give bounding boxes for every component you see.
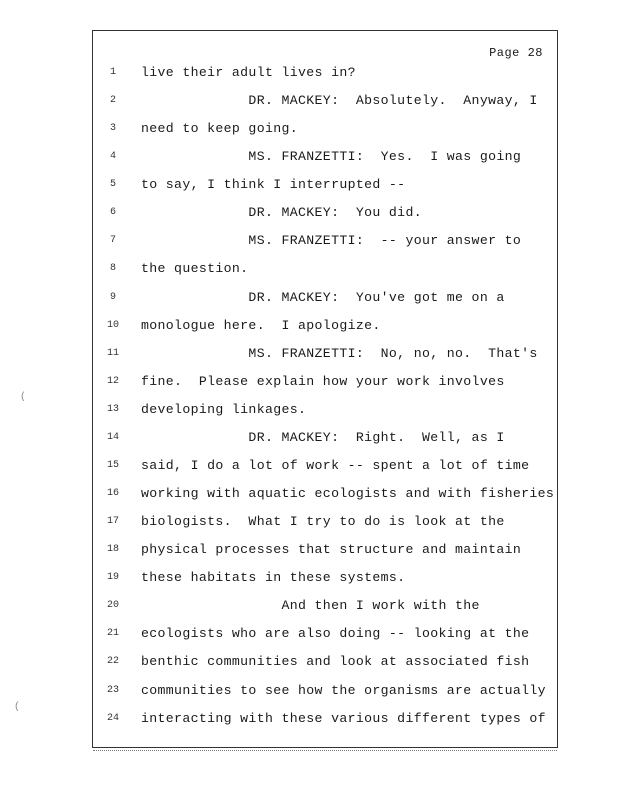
line-number: 10 — [106, 319, 119, 331]
line-number: 6 — [109, 207, 116, 219]
page-number: Page 28 — [489, 46, 543, 60]
line-text: MS. FRANZETTI: Yes. I was going — [141, 149, 522, 165]
line-number: 13 — [106, 403, 119, 415]
transcript-line — [93, 261, 557, 289]
line-number: 18 — [106, 544, 119, 556]
line-number: 9 — [109, 291, 116, 303]
transcript-line — [93, 486, 557, 514]
line-number: 15 — [106, 459, 119, 471]
line-text: benthic communities and look at associated fish — [141, 654, 530, 670]
line-number: 3 — [109, 123, 116, 135]
line-number: 16 — [106, 488, 119, 500]
transcript-line — [93, 93, 557, 121]
transcript-line — [93, 711, 557, 739]
transcript-line — [93, 374, 557, 402]
line-text: And then I work with the — [141, 598, 480, 614]
line-text: live their adult lives in? — [141, 65, 356, 80]
transcript-line — [93, 290, 557, 318]
line-number: 23 — [106, 684, 119, 696]
transcript-line — [93, 654, 557, 682]
transcript-page — [92, 30, 558, 748]
line-number: 22 — [106, 656, 119, 668]
line-number: 17 — [106, 516, 119, 528]
line-text: DR. MACKEY: Absolutely. Anyway, I — [141, 93, 538, 109]
line-number: 12 — [106, 375, 119, 387]
line-text: MS. FRANZETTI: No, no, no. That's — [141, 345, 538, 361]
line-text: interacting with these various different types of — [141, 710, 546, 726]
line-number: 2 — [109, 95, 116, 107]
line-text: physical processes that structure and maintain — [141, 542, 522, 558]
line-text: need to keep going. — [141, 121, 299, 137]
transcript-line — [93, 626, 557, 654]
transcript-line — [93, 149, 557, 177]
transcript-line — [93, 430, 557, 458]
line-text: monologue here. I apologize. — [141, 317, 381, 333]
line-number: 8 — [109, 263, 116, 275]
transcript-line — [93, 598, 557, 626]
line-number: 11 — [106, 347, 119, 359]
line-text: these habitats in these systems. — [141, 570, 406, 586]
line-number: 14 — [106, 431, 119, 443]
line-text: fine. Please explain how your work involves — [141, 373, 505, 389]
transcript-line — [93, 514, 557, 542]
transcript-line — [93, 542, 557, 570]
margin-mark: ( — [14, 702, 21, 713]
line-number: 19 — [106, 572, 119, 584]
transcript-line — [93, 233, 557, 261]
line-text: MS. FRANZETTI: -- your answer to — [141, 233, 522, 249]
line-number: 7 — [109, 235, 116, 247]
transcript-line — [93, 65, 557, 93]
transcript-line — [93, 346, 557, 374]
line-text: communities to see how the organisms are actually — [141, 682, 546, 698]
line-text: said, I do a lot of work -- spent a lot of time — [141, 457, 530, 473]
line-text: biologists. What I try to do is look at the — [141, 514, 505, 530]
transcript-line — [93, 402, 557, 430]
line-text: developing linkages. — [141, 401, 307, 417]
line-text: DR. MACKEY: You did. — [141, 205, 422, 221]
line-number: 1 — [109, 67, 116, 78]
line-text: to say, I think I interrupted -- — [141, 177, 406, 193]
transcript-line — [93, 318, 557, 346]
line-number: 21 — [106, 628, 119, 640]
line-number: 4 — [109, 151, 116, 163]
line-text: DR. MACKEY: Right. Well, as I — [141, 429, 505, 445]
transcript-line — [93, 205, 557, 233]
transcript-line — [93, 458, 557, 486]
line-text: ecologists who are also doing -- looking at the — [141, 626, 530, 642]
line-text: the question. — [141, 261, 249, 277]
line-text: working with aquatic ecologists and with fisheries — [141, 486, 555, 502]
line-number: 20 — [106, 600, 119, 612]
transcript-line — [93, 570, 557, 598]
transcript-line — [93, 121, 557, 149]
margin-mark: ( — [20, 392, 27, 403]
transcript-line — [93, 177, 557, 205]
transcript-line — [93, 683, 557, 711]
line-number: 24 — [106, 712, 119, 724]
line-text: DR. MACKEY: You've got me on a — [141, 289, 505, 305]
line-number: 5 — [109, 179, 116, 191]
